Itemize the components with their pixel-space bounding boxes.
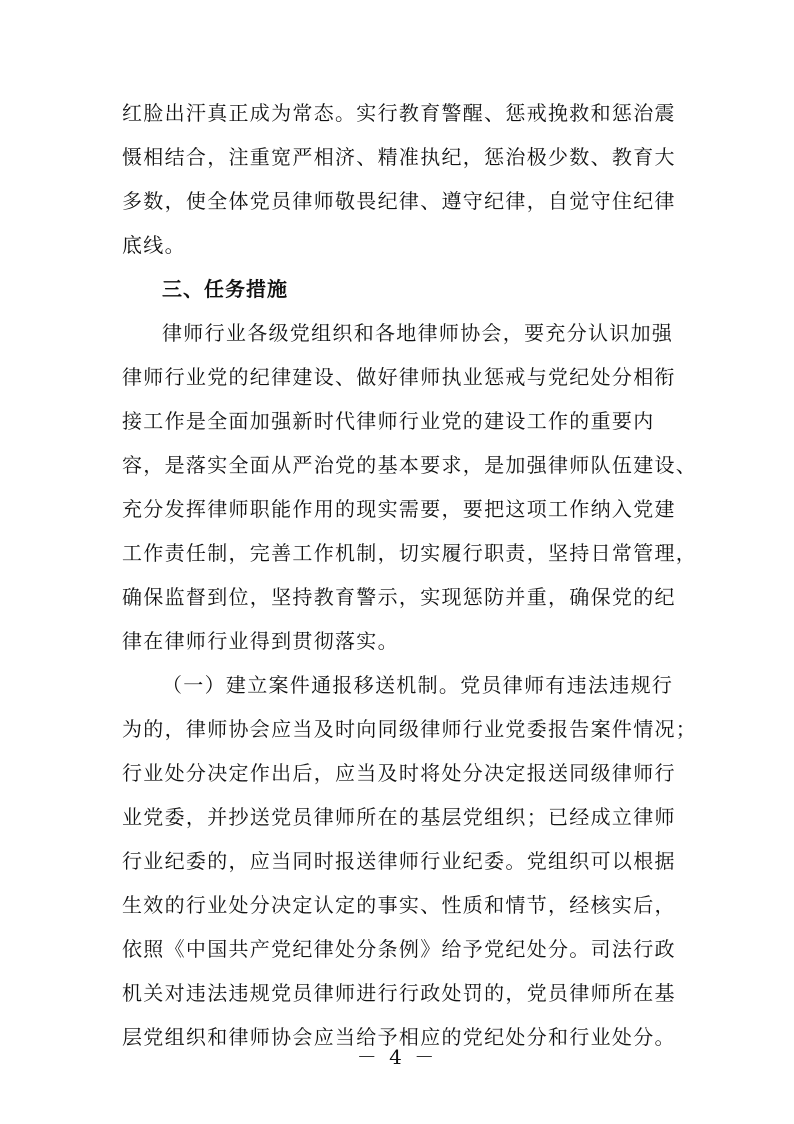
text-line: 生效的行业处分决定认定的事实、性质和情节，经核实后， — [122, 893, 676, 917]
text-line: 依照《中国共产党纪律处分条例》给予党纪处分。司法行政 — [122, 937, 676, 961]
text-line: 层党组织和律师协会应当给予相应的党纪处分和行业处分。 — [122, 1025, 676, 1049]
text-line: 行业处分决定作出后，应当及时将处分决定报送同级律师行 — [122, 761, 676, 785]
page-number: － 4 － — [356, 1045, 438, 1069]
text-line: 慑相结合，注重宽严相济、精准执纪，惩治极少数、教育大 — [122, 145, 676, 169]
text-line: 为的，律师协会应当及时向同级律师行业党委报告案件情况； — [122, 717, 698, 741]
text-line: 律师行业各级党组织和各地律师协会，要充分认识加强 — [162, 321, 674, 345]
text-line: 律在律师行业得到贯彻落实。 — [122, 629, 399, 653]
text-line: 业党委，并抄送党员律师所在的基层党组织；已经成立律师 — [122, 805, 676, 829]
text-line: 律师行业党的纪律建设、做好律师执业惩戒与党纪处分相衔 — [122, 365, 676, 389]
text-line: 工作责任制，完善工作机制，切实履行职责，坚持日常管理， — [122, 541, 698, 565]
section-heading: 三、任务措施 — [162, 277, 288, 301]
text-line: 接工作是全面加强新时代律师行业党的建设工作的重要内 — [122, 409, 655, 433]
text-line: 底线。 — [122, 233, 186, 257]
text-line: 充分发挥律师职能作用的现实需要，要把这项工作纳入党建 — [122, 497, 676, 521]
text-line: 容，是落实全面从严治党的基本要求，是加强律师队伍建设、 — [122, 453, 698, 477]
text-line: （一）建立案件通报移送机制。党员律师有违法违规行 — [162, 673, 674, 697]
document-body — [122, 91, 698, 1059]
text-line: 行业纪委的，应当同时报送律师行业纪委。党组织可以根据 — [122, 849, 676, 873]
text-line: 机关对违法违规党员律师进行行政处罚的，党员律师所在基 — [122, 981, 676, 1005]
text-line: 确保监督到位，坚持教育警示，实现惩防并重，确保党的纪 — [122, 585, 676, 609]
text-line: 多数，使全体党员律师敬畏纪律、遵守纪律，自觉守住纪律 — [122, 189, 676, 213]
text-line: 红脸出汗真正成为常态。实行教育警醒、惩戒挽救和惩治震 — [122, 101, 676, 125]
